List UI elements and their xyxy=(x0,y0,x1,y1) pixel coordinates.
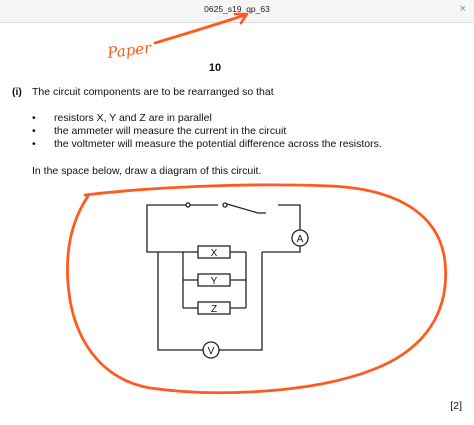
ammeter-label: A xyxy=(296,234,304,245)
handwritten-annotation xyxy=(105,14,247,62)
marks-label: [2] xyxy=(450,400,462,412)
document-title: 0625_s19_qp_63 xyxy=(204,4,270,14)
switch-terminal xyxy=(186,203,190,207)
circuit-wire xyxy=(147,205,186,236)
annotation-arrow-shaft xyxy=(155,15,245,43)
requirement-text: the voltmeter will measure the potential difference across the resistors. xyxy=(54,138,382,150)
question-intro: The circuit components are to be rearranged so that xyxy=(32,86,274,98)
circuit-wire xyxy=(262,246,300,252)
drawing-instruction: In the space below, draw a diagram of this circuit. xyxy=(32,165,262,177)
requirement-text: the ammeter will measure the current in the circuit xyxy=(54,125,287,137)
circuit-diagram xyxy=(147,203,308,358)
bullet-icon: • xyxy=(32,112,36,124)
handwritten-loop xyxy=(67,185,445,393)
bullet-icon: • xyxy=(32,125,36,137)
resistor-y-label: Y xyxy=(210,276,218,287)
annotation-paper-text: Paper xyxy=(106,38,153,62)
close-icon[interactable]: × xyxy=(459,3,466,15)
voltmeter-label: V xyxy=(207,346,215,357)
bullet-icon: • xyxy=(32,138,36,150)
resistor-x-label: X xyxy=(210,248,218,259)
circuit-wire xyxy=(219,252,262,350)
requirement-text: resistors X, Y and Z are in parallel xyxy=(54,112,212,124)
circuit-wire xyxy=(158,252,203,350)
switch-lever xyxy=(227,204,258,213)
circuit-wire xyxy=(147,236,198,252)
question-label: (i) xyxy=(12,86,22,98)
switch-terminal xyxy=(223,203,227,207)
resistor-z-label: Z xyxy=(210,304,218,315)
circuit-wire xyxy=(258,205,300,230)
page-number: 10 xyxy=(208,62,222,74)
